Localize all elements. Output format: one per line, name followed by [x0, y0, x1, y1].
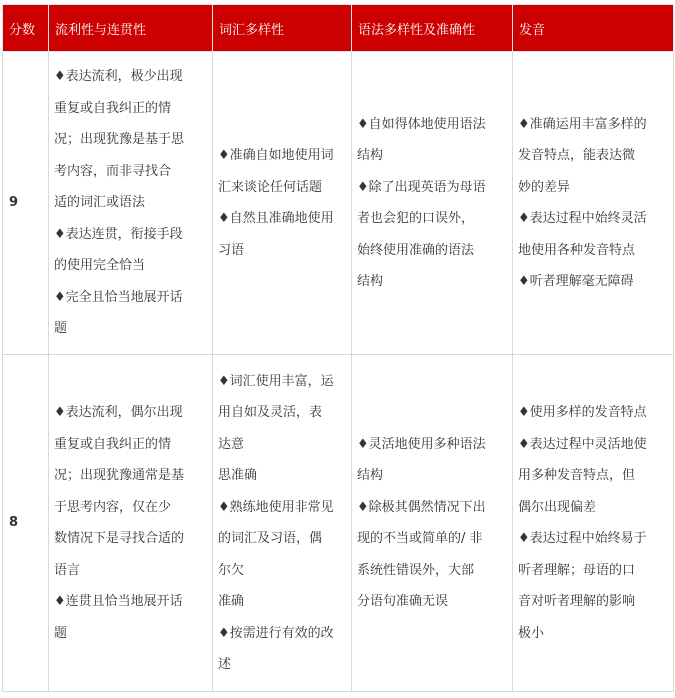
table-body	[3, 52, 674, 692]
pronunciation-cell	[513, 355, 674, 692]
fluency-cell	[49, 52, 213, 355]
vocab-text: ♦词汇使用丰富，运 用自如及灵活，表 达意 思准确 ♦熟练地使用非常见 的词汇及习语，偶 尔欠 准确 ♦按需进行有效的改 述	[218, 373, 334, 672]
table-header	[3, 5, 674, 52]
vocab-cell	[213, 355, 352, 692]
pronunciation-text: ♦准确运用丰富多样的 发音特点，能表达微 妙的差异 ♦表达过程中始终灵活 地使用各种发音特点 ♦听者理解毫无障碍	[518, 116, 647, 289]
grammar-text: ♦灵活地使用多种语法 结构 ♦除极其偶然情况下出 现的不当或简单的/ 非 系统性错误外，大部 分语句准确无误	[357, 436, 486, 609]
header-grammar: 语法多样性及准确性	[352, 5, 513, 52]
header-row	[3, 5, 674, 52]
header-fluency: 流利性与连贯性	[49, 5, 213, 52]
score-cell: 9	[3, 52, 49, 355]
fluency-text: ♦表达流利，极少出现 重复或自我纠正的情 况；出现犹豫是基于思 考内容，而非寻找合 适的词汇或语法 ♦表达连贯，衔接手段 的使用完全恰当 ♦完全且恰当地展开话 题	[54, 69, 185, 337]
grammar-text: ♦自如得体地使用语法 结构 ♦除了出现英语为母语 者也会犯的口误外， 始终使用准确的语法 结构	[357, 116, 486, 289]
scoring-table	[2, 4, 674, 692]
vocab-text: ♦准确自如地使用词 汇来谈论任何话题 ♦自然且准确地使用 习语	[218, 148, 334, 258]
grammar-cell	[352, 355, 513, 692]
pronunciation-cell	[513, 52, 674, 355]
header-score: 分数	[3, 5, 49, 52]
fluency-cell	[49, 355, 213, 692]
score-cell: 8	[3, 355, 49, 692]
vocab-cell	[213, 52, 352, 355]
table-row	[3, 52, 674, 355]
header-pronunciation: 发音	[513, 5, 674, 52]
fluency-text: ♦表达流利，偶尔出现 重复或自我纠正的情 况；出现犹豫通常是基 于思考内容，仅在少 数情况下是寻找合适的 语言 ♦连贯且恰当地展开话 题	[54, 405, 185, 641]
grammar-cell	[352, 52, 513, 355]
table-row	[3, 355, 674, 692]
pronunciation-text: ♦使用多样的发音特点 ♦表达过程中灵活地使 用多种发音特点，但 偶尔出现偏差 ♦表达过程中始终易于 听者理解；母语的口 音对听者理解的影响 极小	[518, 405, 647, 641]
header-vocab: 词汇多样性	[213, 5, 352, 52]
